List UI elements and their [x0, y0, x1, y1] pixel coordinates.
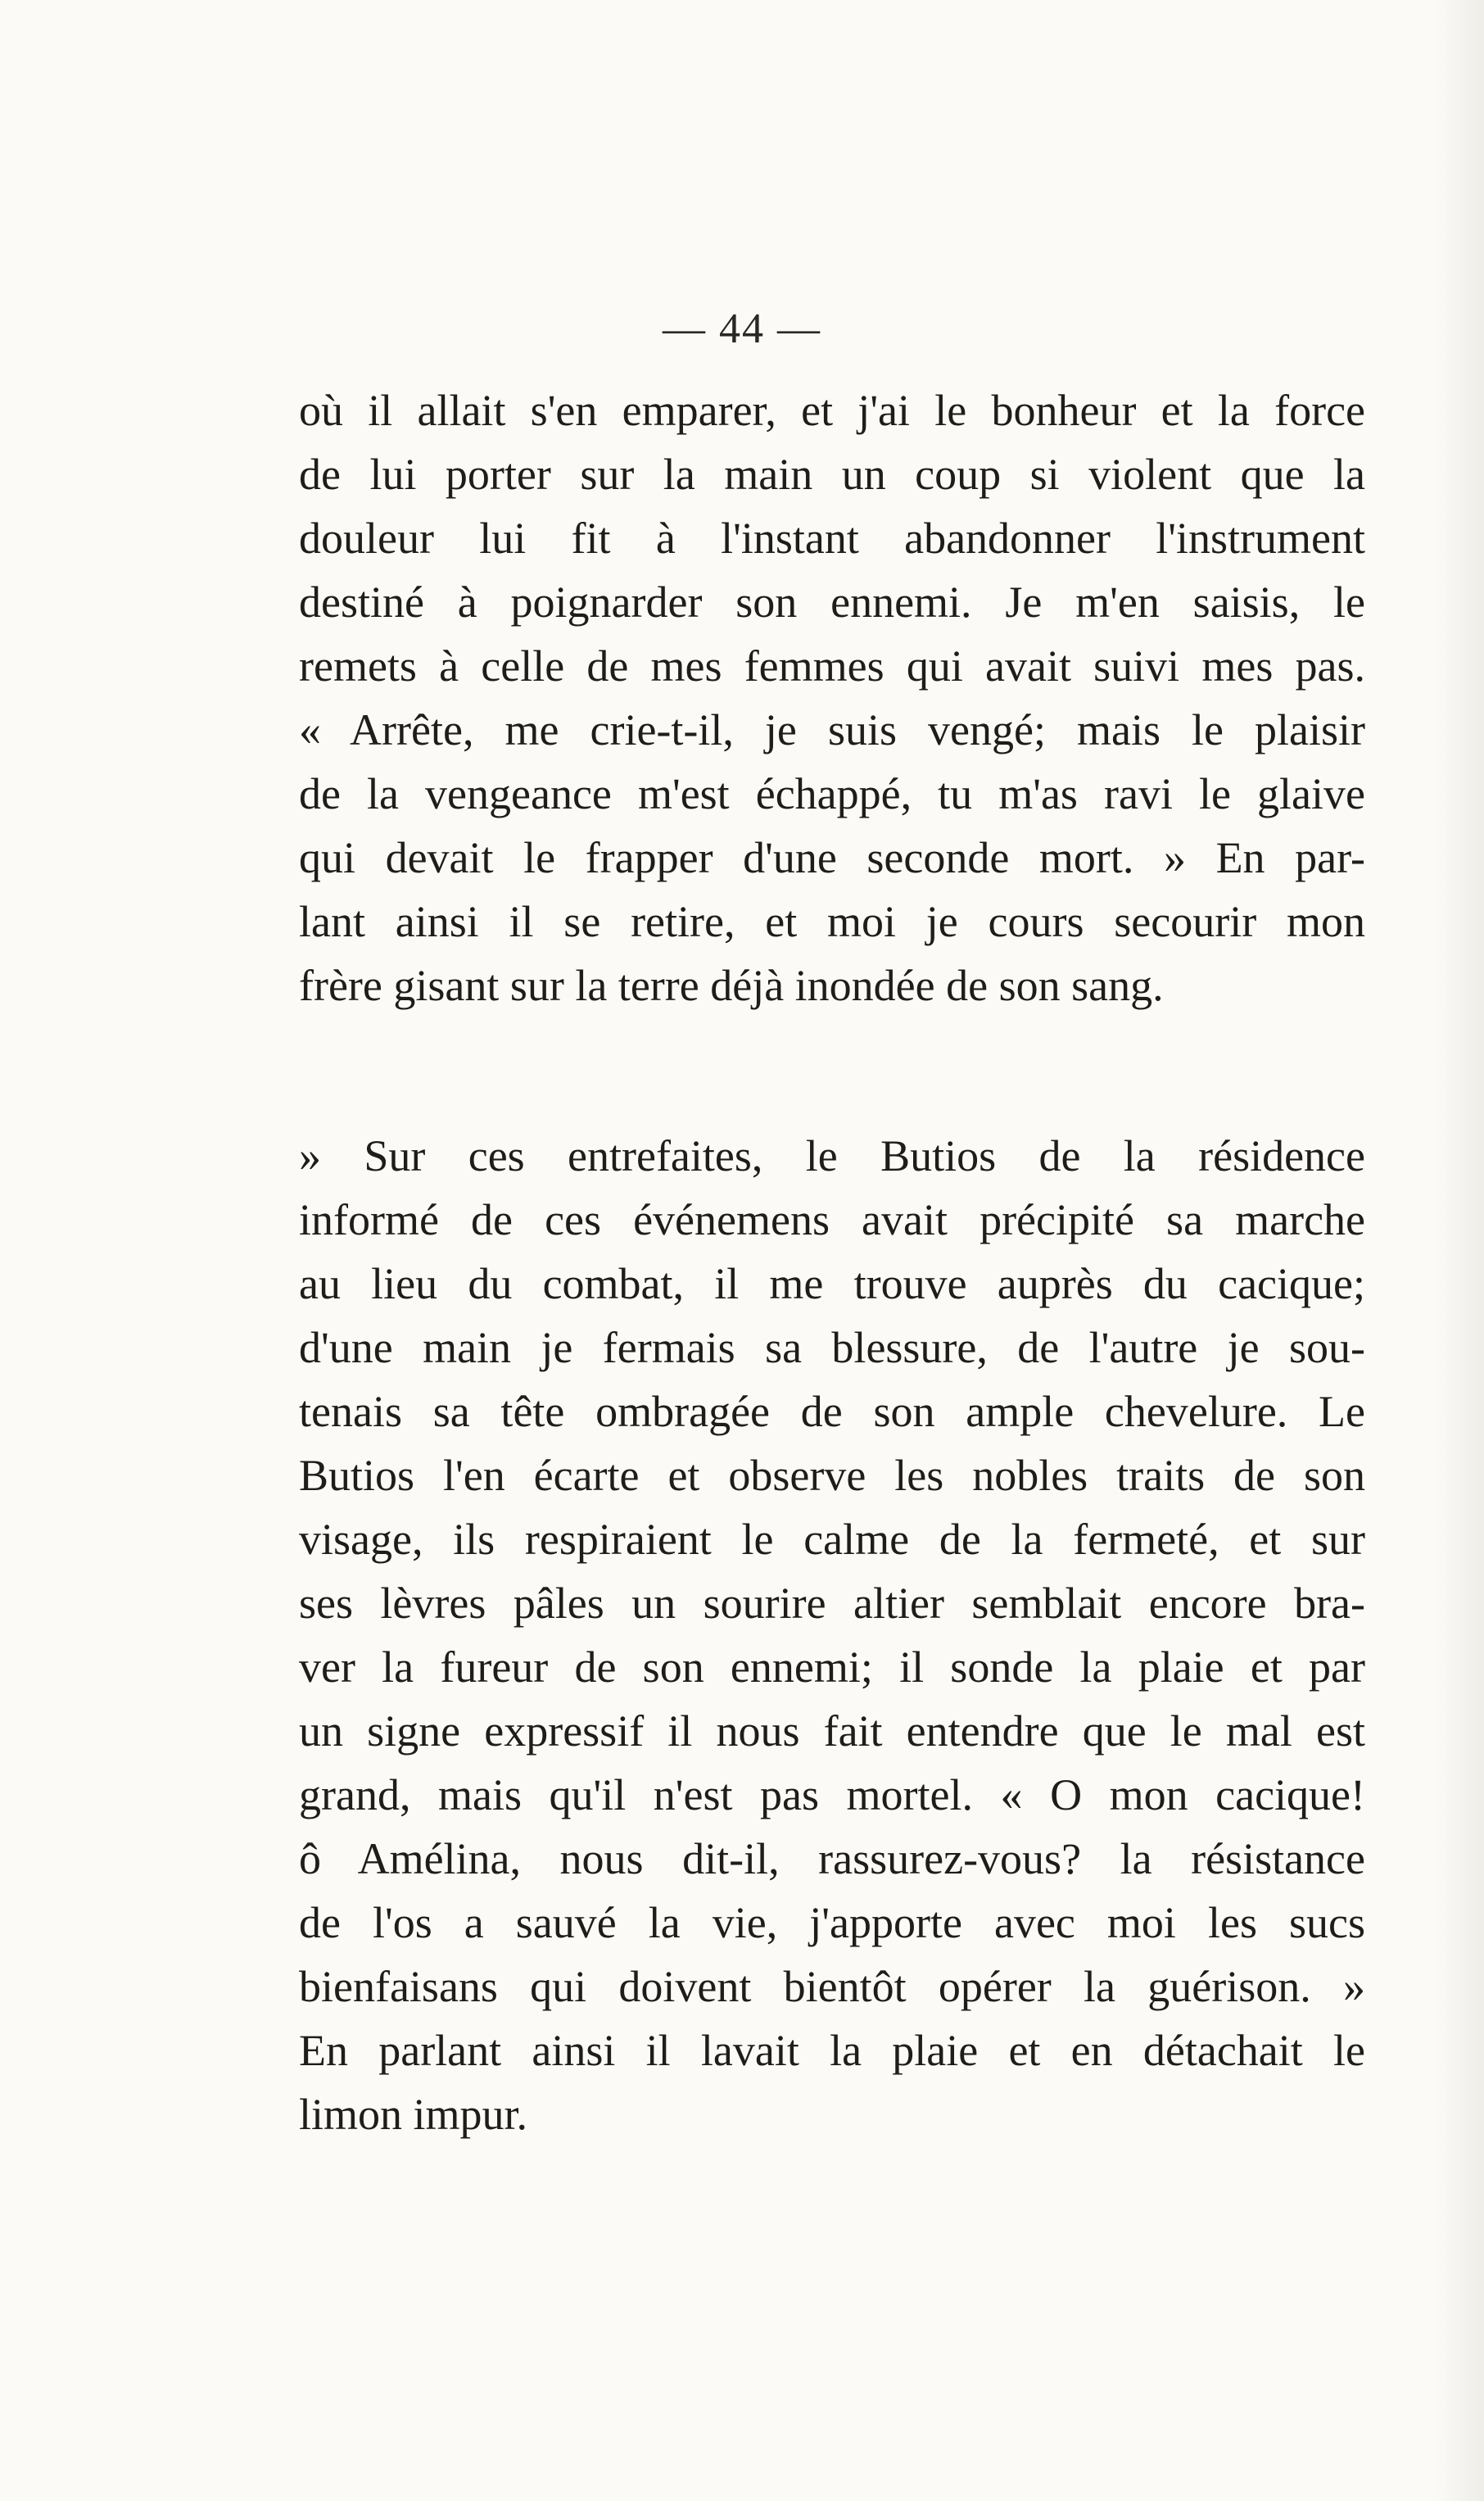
- text-line: En parlant ainsi il lavait la plaie et en détachait le: [299, 2026, 1365, 2075]
- text-line: où il allait s'en emparer, et j'ai le bonheur et la force: [299, 386, 1365, 435]
- text-line: Butios l'en écarte et observe les nobles traits de son: [299, 1451, 1365, 1500]
- text-line: frère gisant sur la terre déjà inondée de son sang.: [299, 961, 1164, 1010]
- page-number: — 44 —: [663, 306, 821, 352]
- text-line: de la vengeance m'est échappé, tu m'as ravi le glaive: [299, 769, 1365, 818]
- text-line: bienfaisans qui doivent bientôt opérer la guérison. »: [299, 1962, 1365, 2011]
- text-line: tenais sa tête ombragée de son ample chevelure. Le: [299, 1387, 1365, 1436]
- text-line: » Sur ces entrefaites, le Butios de la résidence: [299, 1131, 1365, 1180]
- paragraph-1: [299, 378, 1365, 1017]
- text-line: d'une main je fermais sa blessure, de l'autre je sou-: [299, 1323, 1365, 1372]
- paragraph-2: [299, 1124, 1365, 2146]
- text-line: limon impur.: [299, 2090, 528, 2139]
- text-line: un signe expressif il nous fait entendre que le mal est: [299, 1706, 1365, 1756]
- text-line: de lui porter sur la main un coup si violent que la: [299, 450, 1365, 499]
- text-line: qui devait le frapper d'une seconde mort. » En par-: [299, 833, 1365, 882]
- text-line: grand, mais qu'il n'est pas mortel. « O mon cacique!: [299, 1770, 1365, 1819]
- text-line: informé de ces événemens avait précipité sa marche: [299, 1195, 1365, 1244]
- text-line: ô Amélina, nous dit-il, rassurez-vous? la résistance: [299, 1834, 1365, 1883]
- page-edge-shadow: [1435, 0, 1484, 2501]
- text-line: de l'os a sauvé la vie, j'apporte avec moi les sucs: [299, 1898, 1365, 1947]
- text-line: ver la fureur de son ennemi; il sonde la plaie et par: [299, 1642, 1365, 1692]
- text-line: lant ainsi il se retire, et moi je cours secourir mon: [299, 897, 1365, 946]
- text-line: « Arrête, me crie-t-il, je suis vengé; mais le plaisir: [299, 705, 1365, 754]
- text-line: ses lèvres pâles un sourire altier semblait encore bra-: [299, 1579, 1365, 1628]
- text-line: douleur lui fit à l'instant abandonner l'instrument: [299, 514, 1365, 563]
- text-line: destiné à poignarder son ennemi. Je m'en saisis, le: [299, 578, 1365, 627]
- text-line: visage, ils respiraient le calme de la fermeté, et sur: [299, 1515, 1365, 1564]
- text-line: au lieu du combat, il me trouve auprès du cacique;: [299, 1259, 1365, 1308]
- text-line: remets à celle de mes femmes qui avait suivi mes pas.: [299, 641, 1365, 691]
